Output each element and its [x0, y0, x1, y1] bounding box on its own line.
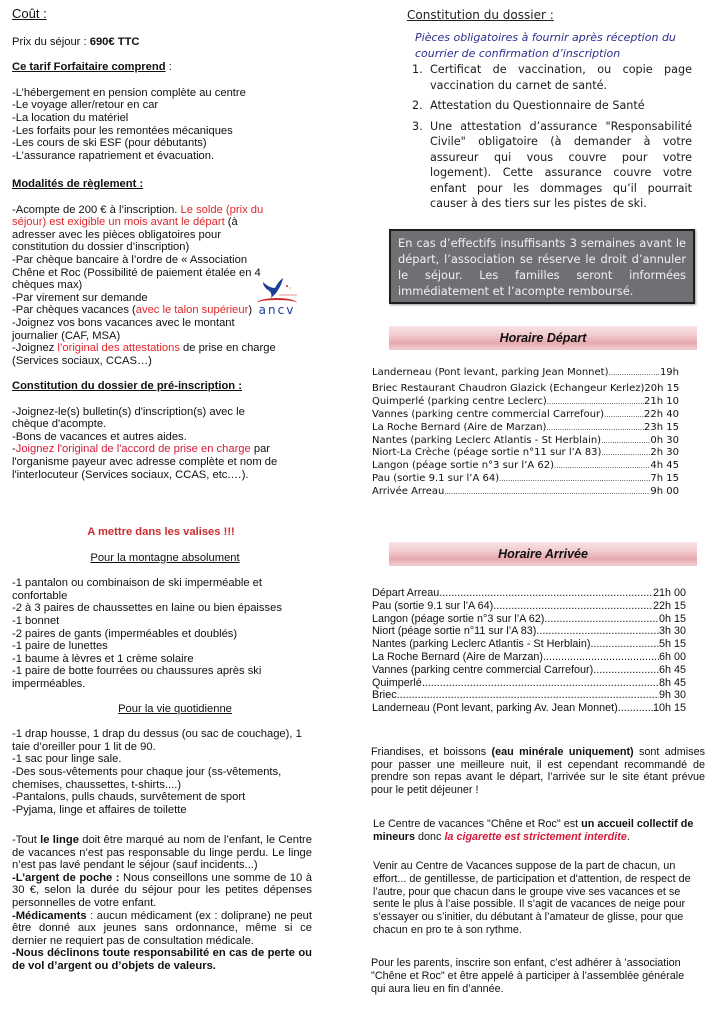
- stop-name: Quimperlé (parking centre Leclerc): [372, 395, 547, 407]
- price-value: 690€ TTC: [89, 35, 140, 48]
- stop-name: Landerneau (Pont levant, parking Av. Jean Monnet): [372, 702, 618, 715]
- acompte-prefix: -Acompte de 200 € à l’inscription.: [12, 203, 181, 216]
- stop-time: 10h 15: [652, 702, 686, 715]
- notes-section: [12, 834, 312, 973]
- preinscription-item: -Joignez-le(s) bulletin(s) d'inscription(s) avec le chèque d'acompte.: [12, 405, 245, 431]
- stop-time: 9h 00: [650, 486, 679, 498]
- stop-name: Pau (sortie 9.1 sur l’A 64): [372, 599, 494, 612]
- medicaments-note: [12, 910, 312, 948]
- item3-suffix: par l'organisme payeur avec adresse complète et nom de l'interlocuteur (Services sociaux, CCAS, etc.…).: [12, 443, 278, 481]
- bird-icon: [253, 276, 301, 300]
- responsabilite-note: -Nous déclinons toute responsabilité en cas de perte ou de vol d’argent ou d’objets de valeurs.: [12, 947, 312, 972]
- stop-time: 19h: [659, 367, 679, 378]
- leader-dots: [554, 460, 650, 473]
- stop-name: Langon (péage sortie n°3 sur l’A 62): [372, 460, 555, 472]
- stop-name: Landerneau (Pont levant, parking Jean Monnet): [372, 367, 609, 378]
- leader-dots: [536, 625, 659, 638]
- valises-title: A mettre dans les valises !!!: [87, 526, 235, 538]
- stop-time: 20h 15: [644, 382, 679, 394]
- leader-dots: [547, 396, 644, 409]
- acompte-suffix: (à adresser avec les pièces obligatoires pour constitution du dossier d’inscription): [12, 216, 238, 254]
- tarif-item: -L’hébergement en pension complète au centre: [12, 86, 246, 99]
- friandises-paragraph: [371, 746, 705, 796]
- leader-dots: [590, 638, 659, 651]
- acompte-text: [12, 204, 280, 254]
- leader-dots: [601, 435, 650, 448]
- leader-dots: [397, 689, 659, 702]
- stop-name: Pau (sortie 9.1 sur l’A 64): [372, 473, 500, 485]
- stop-name: Arrivée Arreau: [372, 486, 445, 498]
- preinscription-item: [12, 443, 284, 481]
- tarif-item: -L’assurance rapatriement et évacuation.: [12, 149, 215, 162]
- acompte-highlight: Le solde (prix du séjour) est exigible un mois avant le départ: [12, 203, 264, 229]
- montagne-item: -1 paire de botte fourrées ou chaussures après ski imperméables.: [12, 665, 262, 690]
- item-text: Attestation du Questionnaire de Santé: [430, 99, 645, 112]
- linge-note: [12, 834, 312, 872]
- cheque-text: -Par chèque bancaire à l’ordre de « Association Chêne et Roc (Possibilité de paiement étalée en 4 chèques max): [12, 253, 261, 292]
- stop-name: Vannes (parking centre commercial Carrefour): [372, 663, 594, 676]
- quotidien-item: -Des sous-vêtements pour chaque jour (ss-vêtements, chemises, chaussettes, t-shirts....): [12, 765, 282, 791]
- stop-time: 5h 15: [658, 638, 686, 651]
- stop-name: Vannes (parking centre commercial Carrefour): [372, 408, 605, 420]
- ancv-logo: [253, 276, 301, 316]
- quotidien-title: Pour la vie quotidienne: [118, 702, 232, 715]
- dossier-item: [412, 98, 692, 114]
- item3-dash: -: [12, 443, 16, 456]
- reglement-title: Modalités de règlement :: [12, 178, 144, 190]
- friandises-bold: (eau minérale uniquement): [491, 746, 634, 758]
- parents-paragraph: Pour les parents, inscrire son enfant, c’est adhérer à ’association "Chêne et Roc" et être appelé à participer à l’assemblée générale qui aura lieu en fin d’année.: [371, 957, 685, 995]
- tarif-item: -La location du matériel: [12, 111, 129, 124]
- quotidien-list: [12, 728, 302, 816]
- schedule-row: [372, 677, 686, 690]
- schedule-row: [372, 625, 686, 638]
- valises-section: [12, 526, 318, 816]
- stop-name: Briec: [372, 689, 397, 702]
- stop-time: 6h 45: [658, 663, 686, 676]
- schedule-row: [372, 367, 679, 380]
- medic-bold: -Médicaments: [12, 909, 87, 922]
- stop-time: 7h 15: [650, 473, 679, 485]
- montagne-item: -1 pantalon ou combinaison de ski imperméable et confortable: [12, 577, 262, 602]
- centre-suffix: .: [626, 830, 630, 843]
- cancellation-warning-box: En cas d’effectifs insuffisants 3 semaines avant le départ, l’association se réserve le droit d’annuler le séjour. Les familles seront informées immédiatement et l’acompte remboursé.: [389, 229, 695, 304]
- cv-highlight: avec le talon supérieur: [135, 304, 249, 317]
- stop-name: Nantes (parking Leclerc Atlantis - St Herblain): [372, 434, 602, 446]
- schedule-row: [372, 409, 679, 422]
- leader-dots: [422, 677, 659, 690]
- montagne-title: Pour la montagne absolument: [90, 551, 240, 564]
- stop-time: 6h 00: [658, 650, 686, 663]
- attestations-text: [12, 342, 280, 367]
- dossier-subtitle: Pièces obligatoires à fournir après réception du courrier de confirmation d’inscription: [415, 31, 676, 60]
- stop-time: 23h 15: [644, 421, 679, 433]
- tarif-title: Ce tarif Forfaitaire comprend: [12, 61, 166, 74]
- price-label: Prix du séjour :: [12, 35, 90, 48]
- horaire-depart-banner: Horaire Départ: [389, 326, 697, 350]
- schedule-row: [372, 638, 686, 651]
- leader-dots: [543, 651, 659, 664]
- schedule-row: [372, 460, 679, 473]
- argent-note: [12, 872, 312, 910]
- item-number: 1.: [412, 63, 423, 76]
- stop-time: 4h 45: [650, 460, 679, 472]
- centre-paragraph: [373, 818, 699, 843]
- centre-bold: un accueil collectif de mineurs: [373, 818, 694, 843]
- depart-schedule: [372, 367, 679, 499]
- leader-dots: [439, 587, 653, 600]
- tarif-item: -Les cours de ski ESF (pour débutants): [12, 137, 207, 150]
- quotidien-item: -Pyjama, linge et affaires de toilette: [12, 803, 187, 816]
- stop-name: La Roche Bernard (Aire de Marzan): [372, 421, 547, 433]
- friandises-prefix: Friandises, et boissons: [371, 746, 492, 758]
- horaire-arrivee-banner: Horaire Arrivée: [389, 542, 697, 566]
- quotidien-item: -Pantalons, pulls chauds, survêtement de sport: [12, 791, 246, 804]
- stop-name: Niort (péage sortie n°11 sur l’A 83): [372, 625, 537, 638]
- stop-time: 8h 45: [658, 676, 686, 689]
- friandises-suffix: sont admises pour passer une meilleure nuit, il est cependant recommandé de prendre son repas avant le départ, l’arrivée sur le site étant prévue pour le petit déjeuner !: [371, 746, 705, 796]
- stop-time: 22h 40: [644, 408, 679, 420]
- schedule-row: [372, 422, 679, 435]
- argent-text: Nous conseillons une somme de 10 à 30 €, selon la durée du séjour pour les petites dépenses personnelles de votre enfant.: [12, 871, 312, 909]
- montagne-item: -2 à 3 paires de chaussettes en laine ou bien épaisses: [12, 602, 282, 615]
- centre-middle: donc: [415, 830, 445, 843]
- leader-dots: [609, 367, 660, 380]
- cout-title: [12, 8, 318, 21]
- att-prefix: -Joignez: [12, 342, 58, 355]
- schedule-row: [372, 600, 686, 613]
- montagne-item: -1 paire de lunettes: [12, 640, 108, 653]
- schedule-row: [372, 664, 686, 677]
- quotidien-item: -1 drap housse, 1 drap du dessus (ou sac de couchage), 1 taie d’oreiller pour 1 lit de 90.: [12, 728, 302, 753]
- schedule-row: [372, 587, 686, 600]
- leader-dots: [499, 473, 650, 486]
- montagne-item: -1 baume à lèvres et 1 crème solaire: [12, 652, 194, 665]
- linge-suffix: doit être marqué au nom de l’enfant, le Centre de vacances n’est pas responsable du linge perdu. Le linge n’est pas lavé pendant le séjour (sauf incidents...): [12, 834, 313, 872]
- stop-time: 0h 30: [650, 434, 679, 446]
- preinscription-title: Constitution du dossier de pré-inscription :: [12, 380, 242, 392]
- tarif-item: -Le voyage aller/retour en car: [12, 99, 159, 112]
- cv-prefix: -Par chèques vacances (: [12, 304, 136, 317]
- montagne-item: -1 bonnet: [12, 614, 60, 627]
- cout-section: [12, 8, 318, 162]
- schedule-row: [372, 613, 686, 626]
- stop-time: 3h 30: [658, 625, 686, 638]
- stop-time: 0h 15: [658, 612, 686, 625]
- stop-name: Quimperlé: [372, 676, 422, 689]
- schedule-row: [372, 486, 679, 499]
- stop-name: Nantes (parking Leclerc Atlantis - St Herblain): [372, 638, 591, 651]
- schedule-row: [372, 383, 679, 396]
- centre-prefix: Le Centre de vacances "Chêne et Roc" est: [373, 818, 582, 830]
- stop-time: 22h 15: [652, 599, 686, 612]
- cv-suffix: ): [248, 304, 253, 317]
- montagne-item: -2 paires de gants (imperméables et doublés): [12, 627, 238, 640]
- schedule-row: [372, 447, 679, 460]
- tarif-list: [12, 87, 318, 163]
- preinscription-section: [12, 380, 284, 481]
- argent-bold: -L’argent de poche :: [12, 871, 120, 884]
- tarif-colon: :: [165, 61, 172, 74]
- stop-name: Briec Restaurant Chaudron Glazick (Echangeur Kerlez): [372, 382, 645, 394]
- stop-name: La Roche Bernard (Aire de Marzan): [372, 650, 544, 663]
- schedule-row: [372, 651, 686, 664]
- venir-paragraph: Venir au Centre de Vacances suppose de la part de chacun, un effort... de gentillesse, de participation et d'attention, de respect de l’autre, pour que chacun dans le groupe vive ses vacances et se sente le plus à l’aise possible. Il s’agit de vacances de neige pour s’essayer ou s’initier, du débutant à l’amateur de glisse, pour que chacun en pro te à son rythme.: [373, 860, 691, 936]
- dossier-item: [412, 62, 692, 93]
- cheques-vacances-text: [12, 304, 280, 317]
- leader-dots: [593, 664, 659, 677]
- bons-text: -Joignez vos bons vacances avec le montant journalier (CAF, MSA): [12, 316, 235, 342]
- dossier-list: [412, 62, 692, 217]
- price-line: [12, 36, 318, 49]
- virement-text: -Par virement sur demande: [12, 291, 148, 304]
- leader-dots: [444, 486, 650, 499]
- reglement-section: [12, 178, 280, 367]
- item-number: 2.: [412, 99, 423, 112]
- linge-bold: le linge: [40, 834, 79, 846]
- item3-highlight: Joignez l'original de l'accord de prise en charge: [15, 443, 251, 456]
- dossier-item: [412, 119, 692, 212]
- item-number: 3.: [412, 119, 423, 133]
- stop-name: Langon (péage sortie n°3 sur l’A 62): [372, 612, 545, 625]
- stop-time: 9h 30: [658, 689, 686, 702]
- stop-time: 2h 30: [650, 447, 679, 459]
- stop-time: 21h 10: [644, 395, 679, 407]
- leader-dots: [601, 447, 650, 460]
- quotidien-item: -1 sac pour linge sale.: [12, 753, 122, 766]
- linge-prefix: -Tout: [12, 834, 41, 846]
- schedule-row: [372, 702, 686, 715]
- dossier-title: Constitution du dossier :: [407, 8, 554, 22]
- tarif-item: -Les forfaits pour les remontées mécaniques: [12, 124, 233, 137]
- stop-name: Départ Arreau: [372, 587, 440, 599]
- schedule-row: [372, 435, 679, 448]
- tarif-heading: [12, 61, 318, 74]
- item-text: Certificat de vaccination, ou copie page vaccination du carnet de santé.: [430, 63, 692, 92]
- leader-dots: [544, 613, 659, 626]
- cout-title-text: Coût :: [12, 6, 47, 21]
- item-text: Une attestation d’assurance "Responsabilité Civile" obligatoire (à demander à votre assureur qui vous couvre pour votre logement). Cette assurance couvre votre enfant pour les dommages qu’il pourrait causer à des tiers sur les pistes de ski.: [430, 119, 692, 210]
- leader-dots: [546, 422, 644, 435]
- preinscription-item: -Bons de vacances et autres aides.: [12, 430, 187, 443]
- leader-dots: [618, 702, 653, 715]
- stop-time: 21h 00: [652, 587, 686, 599]
- schedule-row: [372, 473, 679, 486]
- leader-dots: [493, 600, 653, 613]
- medic-text: : aucun médicament (ex : doliprane) ne peut être donné aux jeunes sans ordonnance, même si ce dernier ne requiert pas de consultation médicale.: [12, 909, 312, 947]
- schedule-row: [372, 396, 679, 409]
- att-highlight: l’original des attestations: [57, 342, 180, 355]
- stop-name: Niort-La Crèche (péage sortie n°11 sur l’A 83): [372, 447, 602, 459]
- montagne-list: [12, 577, 282, 690]
- leader-dots: [604, 409, 644, 422]
- ancv-logo-text: ancv: [258, 303, 296, 317]
- arrivee-schedule: [372, 587, 686, 715]
- cigarette-warning: la cigarette est strictement interdite: [444, 830, 627, 843]
- schedule-row: [372, 689, 686, 702]
- att-suffix: de prise en charge (Services sociaux, CCAS…): [12, 342, 276, 367]
